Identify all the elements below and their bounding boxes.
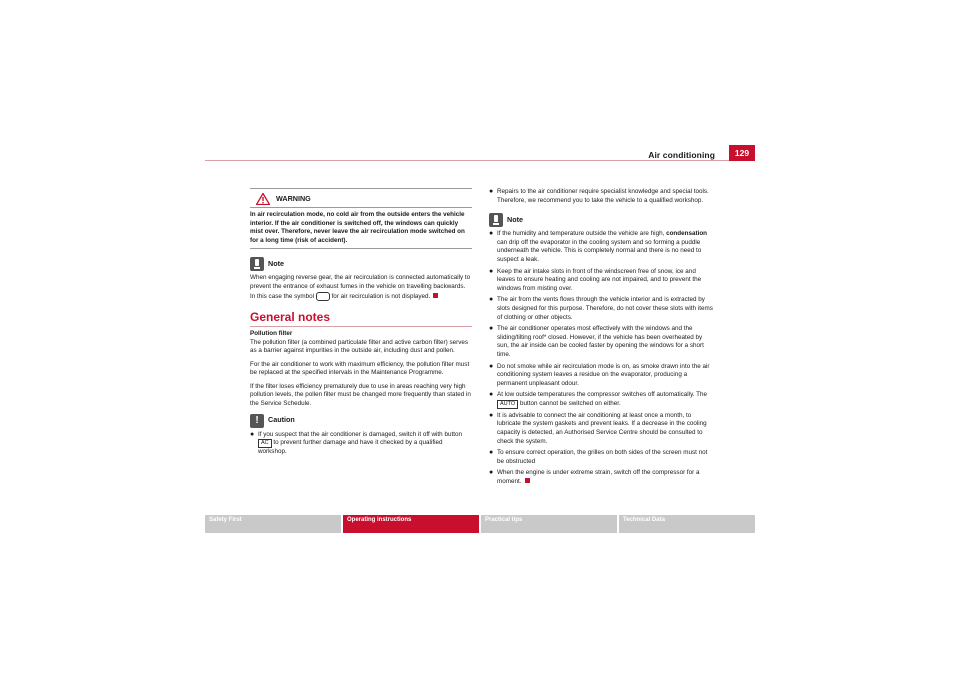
footer-tab-technical-data[interactable]: Technical Data — [619, 515, 755, 533]
list-item — [489, 363, 713, 389]
bullet-1-text-b: can drip off the evaporator in the cooling system and so forming a puddle underneath the vehicle. This is completely normal and there is no need to suspect a leak. — [497, 238, 702, 263]
bullet-text-1 — [497, 230, 713, 264]
list-item — [489, 296, 713, 322]
bullet-icon: ● — [489, 411, 494, 419]
auto-button-key: AUTO — [497, 400, 518, 409]
warning-title: WARNING — [276, 193, 311, 203]
note-title-right: Note — [507, 214, 523, 224]
header-rule — [205, 160, 755, 161]
bullet-6-text-a: At low outside temperatures the compressor switches off automatically. The — [497, 391, 707, 399]
note-info-icon — [250, 257, 264, 271]
list-item — [489, 188, 713, 205]
right-column — [489, 188, 713, 490]
bullet-icon: ● — [489, 267, 494, 275]
bullet-6-text-b: button cannot be switched on either. — [519, 399, 621, 407]
footer-tab-safety-first[interactable]: Safety First — [205, 515, 341, 533]
list-item — [489, 469, 713, 486]
bullet-icon: ● — [250, 430, 255, 438]
pollution-para-2: For the air conditioner to work with maximum efficiency, the pollution filter must be replaced at the specified intervals in the Maintenance Programme. — [250, 360, 470, 377]
list-item — [489, 412, 713, 446]
warning-box — [250, 188, 472, 249]
note-title: Note — [268, 259, 284, 269]
warning-header — [250, 191, 472, 208]
page-number: 129 — [729, 145, 755, 161]
caution-exclamation-icon: ! — [250, 414, 264, 428]
page-header-title: Air conditioning — [648, 150, 715, 160]
list-item — [489, 268, 713, 294]
pollution-filter-heading: Pollution filter — [250, 329, 293, 337]
end-mark-icon — [433, 293, 438, 298]
bullet-text-0: Repairs to the air conditioner require specialist knowledge and special tools. Therefore, we recommend you to take the vehicle to a qualified workshop. — [497, 188, 709, 204]
caution-header — [250, 414, 472, 428]
caution-text-b: to prevent further damage and have it checked by a qualified workshop. — [258, 439, 443, 456]
bullet-text-3: The air from the vents flows through the vehicle interior and is extracted by slots designed for this purpose. Therefore, do not cover these slots with items of clothing or other objects. — [497, 296, 713, 321]
note-header-right — [489, 213, 713, 227]
footer-tab-operating-instructions[interactable]: Operating instructions — [343, 515, 479, 533]
bullet-icon: ● — [489, 230, 494, 238]
bullet-text-9 — [497, 469, 713, 486]
note-text-a: When engaging reverse gear, the air recirculation is connected automatically to prevent the entrance of exhaust fumes in the vehicle on travelling backwards. In this case the symbol — [250, 274, 471, 300]
end-mark-icon — [525, 478, 530, 483]
warning-text: In air recirculation mode, no cold air from the outside enters the vehicle interior. If the air conditioner is switched off, the windows can quickly mist over. Therefore, never leave the air recirculation mode switched on for a long time (risk of accident). — [250, 211, 465, 244]
bullet-text-6 — [497, 391, 713, 409]
list-item — [489, 449, 713, 466]
bullet-icon: ● — [489, 362, 494, 370]
list-item — [489, 391, 713, 409]
list-item — [489, 325, 713, 359]
bullet-icon: ● — [489, 449, 494, 457]
bullet-icon: ● — [489, 188, 494, 195]
bullet-text-4: The air conditioner operates most effectively with the windows and the sliding/tilting roof* closed. However, if the vehicle has been overheated by sun, the air inside can be cooled faster by opening the windows for a short time. — [497, 325, 704, 358]
bullet-icon: ● — [489, 469, 494, 477]
list-item — [489, 230, 713, 264]
note-text-b: for air recirculation is not displayed. — [331, 292, 431, 300]
bullet-text-8: To ensure correct operation, the grilles on both sides of the screen must not be obstructed — [497, 449, 708, 465]
section-title: General notes — [250, 313, 472, 327]
caution-text — [258, 431, 472, 457]
bullet-icon: ● — [489, 391, 494, 399]
bullet-9-text: When the engine is under extreme strain, switch off the compressor for a moment. — [497, 469, 700, 486]
note-info-icon — [489, 213, 503, 227]
caution-title: Caution — [268, 415, 295, 425]
note-header — [250, 257, 472, 271]
warning-triangle-icon — [256, 193, 270, 205]
bullet-icon: ● — [489, 325, 494, 333]
caution-text-a: If you suspect that the air conditioner is damaged, switch it off with button — [258, 430, 462, 438]
air-recirculation-icon — [316, 292, 330, 301]
bullet-text-7: It is advisable to connect the air conditioning at least once a month, to lubricate the system gaskets and prevent leaks. If a decrease in the cooling capacity is detected, an Authorised Service Centre should be consulted to check the system. — [497, 411, 707, 445]
note-paragraph — [250, 274, 472, 301]
bullet-text-2: Keep the air intake slots in front of the windscreen free of snow, ice and leaves to ensure heating and cooling are not impaired, and to prevent the windows from misting over. — [497, 267, 702, 292]
bullet-text-5: Do not smoke while air recirculation mode is on, as smoke drawn into the air conditioning system leaves a residue on the evaporator, producing a permanent unpleasant odour. — [497, 362, 710, 387]
footer-tab-practical-tips[interactable]: Practical tips — [481, 515, 617, 533]
left-column — [250, 188, 472, 460]
pollution-para-1: The pollution filter (a combined particulate filter and active carbon filter) serves as a barrier against impurities in the outside air, including dust and pollen. — [250, 338, 469, 355]
pollution-para-3: If the filter loses efficiency prematurely due to use in areas reaching very high pollution levels, the pollen filter must be changed more frequently than stated in the Service Schedule. — [250, 382, 471, 408]
bullet-1-bold: condensation — [666, 230, 708, 238]
ac-button-key: AC — [258, 439, 272, 448]
bullet-1-text-a: If the humidity and temperature outside the vehicle are high, — [497, 230, 665, 238]
caution-bullet — [250, 431, 472, 457]
bullet-icon: ● — [489, 296, 494, 304]
